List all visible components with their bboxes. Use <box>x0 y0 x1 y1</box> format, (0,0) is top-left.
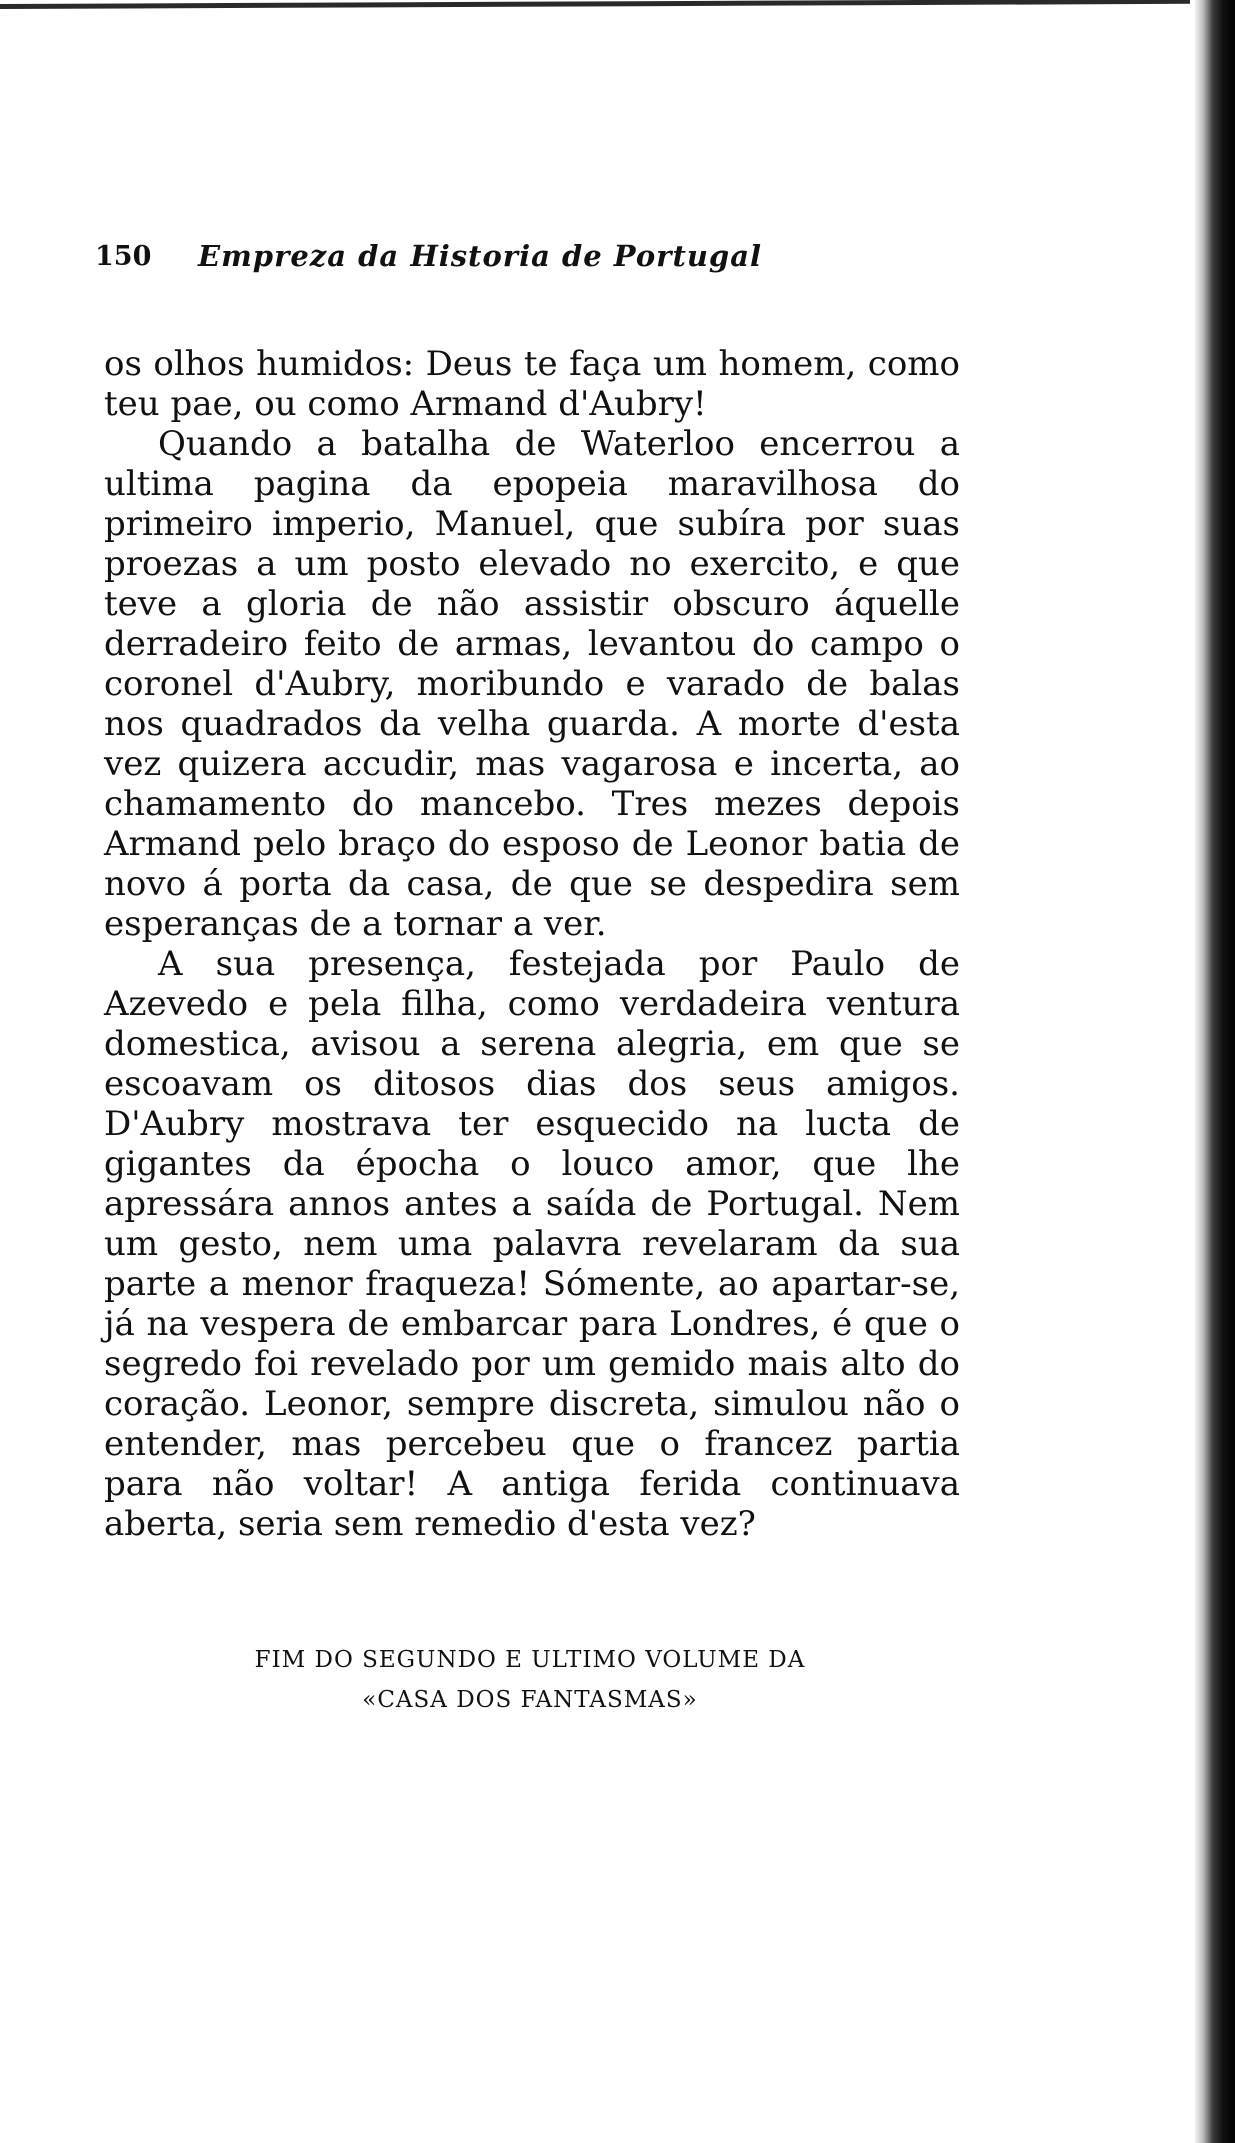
paragraph: Quando a batalha de Waterloo encerrou a ultima pagina da epopeia maravilhosa do primeiro imperio, Manuel, que subíra por suas proezas a um posto elevado no exercito, e que teve a gloria de não assistir obscuro áquelle derradeiro feito de armas, levantou do campo o coronel d'Aubry, moribundo e varado de balas nos quadrados da velha guarda. A morte d'esta vez quizera accudir, mas vagarosa e incerta, ao chamamento do mancebo. Tres mezes depois Armand pelo braço do esposo de Leonor batia de novo á porta da casa, de que se despedira sem esperanças de a tornar a ver. <box>104 424 960 944</box>
binding-edge <box>1195 0 1235 2143</box>
end-note <box>140 1640 920 1720</box>
end-note-line: «CASA DOS FANTASMAS» <box>362 1687 698 1713</box>
end-note-line: FIM DO SEGUNDO E ULTIMO VOLUME DA <box>254 1647 806 1673</box>
body-text <box>104 344 960 1544</box>
page-number: 150 <box>95 241 152 272</box>
top-border-rule <box>0 0 1190 9</box>
paragraph: os olhos humidos: Deus te faça um homem, como teu pae, ou como Armand d'Aubry! <box>104 344 960 424</box>
paragraph: A sua presença, festejada por Paulo de Azevedo e pela filha, como verdadeira ventura domestica, avisou a serena alegria, em que se escoavam os ditosos dias dos seus amigos. D'Aubry mostrava ter esquecido na lucta de gigantes da épocha o louco amor, que lhe apressára annos antes a saída de Portugal. Nem um gesto, nem uma palavra revelaram da sua parte a menor fraqueza! Sómente, ao apartar-se, já na vespera de embarcar para Londres, é que o segredo foi revelado por um gemido mais alto do coração. Leonor, sempre discreta, simulou não o entender, mas percebeu que o francez partia para não voltar! A antiga ferida continuava aberta, seria sem remedio d'esta vez? <box>104 944 960 1544</box>
page-header <box>95 237 835 287</box>
running-title: Empreza da Historia de Portugal <box>198 239 763 273</box>
